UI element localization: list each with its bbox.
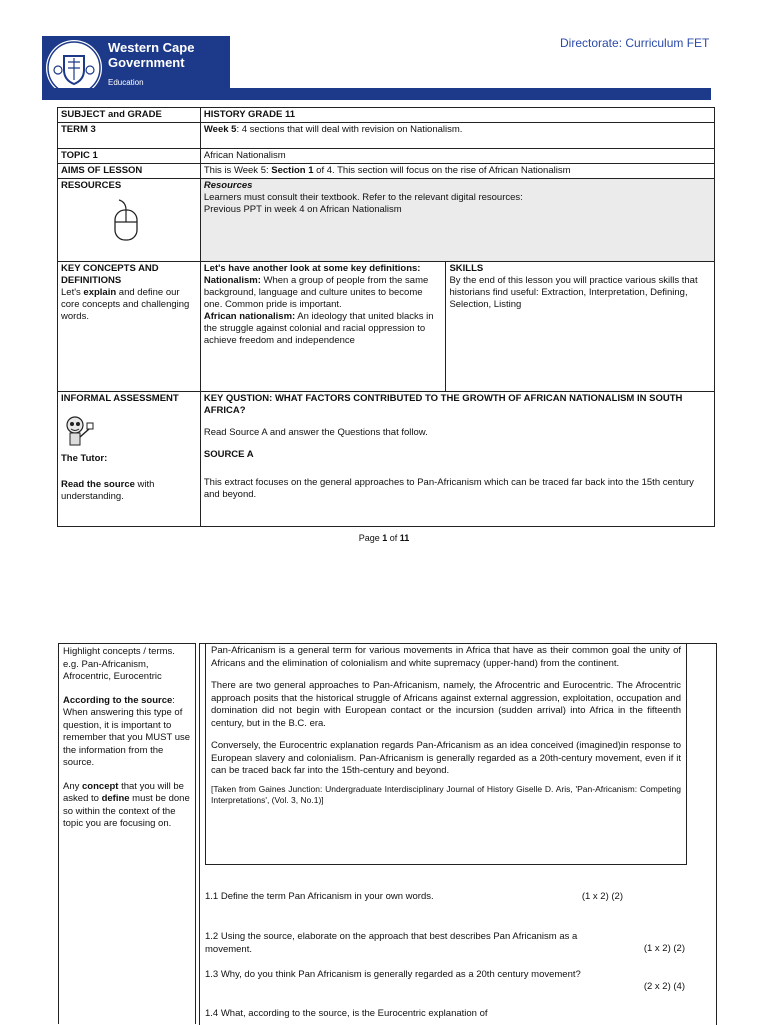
subject-label: SUBJECT and GRADE xyxy=(58,108,201,123)
source-paragraph: There are two general approaches to Pan-Africanism, namely, the Afrocentric and Eurocentric. The Afrocentric approach posits that the historical struggle of Africans against external aggression, exploitation, occupation and domination did not begin with European contact or the incursion (sudden arrival) into Africa in the fifteenth century, but in the B.C. era. xyxy=(211,680,681,729)
page-number: Page 1 of 11 xyxy=(358,533,410,543)
header-bar xyxy=(54,88,711,100)
directorate-label: Directorate: Curriculum FET xyxy=(560,36,710,50)
guidance-sidebar: Highlight concepts / terms. e.g. Pan-Africanism, Afrocentric, Eurocentric According to the source: When answering this type of question, it is important to remember that you MUST use the information from the source. Any concept that you will be asked to define must be done so within the context of the topic you are focusing on. xyxy=(58,643,196,1024)
org-name: Western Cape Government xyxy=(108,40,195,70)
source-citation: [Taken from Gaines Junction: Undergraduate Interdisciplinary Journal of History Giselle D. Aris, 'Pan-Africanism: Competing Interpretations', (Vol. 3, No.1)] xyxy=(211,783,681,805)
question-1-3: 1.3 Why, do you think Pan Africanism is generally regarded as a 20th century movement? (2 x 2) (4) xyxy=(205,969,685,992)
org-sub: Education xyxy=(108,78,144,87)
source-paragraph: Pan-Africanism is a general term for various movements in Africa that have as their common goal the unity of Africans and the elimination of colonialism and white supremacy (upper-hand) from the continent. xyxy=(211,645,681,669)
source-a-box xyxy=(205,643,687,865)
subject-value: HISTORY GRADE 11 xyxy=(200,108,714,123)
question-1-4: 1.4 What, according to the source, is the Eurocentric explanation of xyxy=(205,1008,488,1019)
mouse-icon xyxy=(111,198,197,246)
aims-label: AIMS OF LESSON xyxy=(58,164,201,179)
resources-cell xyxy=(58,179,201,262)
skills-cell: SKILLS By the end of this lesson you will practice various skills that historians find useful: Extraction, Interpretation, Defining, Selection, Listing xyxy=(446,262,715,392)
key-concepts-cell: KEY CONCEPTS AND DEFINITIONS Let's explain and define our core concepts and challenging words. xyxy=(58,262,201,392)
source-paragraph: Conversely, the Eurocentric explanation regards Pan-Africanism as an idea conceived (imagined)in response to European slavery and colonialism. Pan-Africanism is generally regarded as a 20th-century movement, even if it can be traced back far into the 15th-century and beyond. xyxy=(211,740,681,776)
definitions-cell: Let's have another look at some key definitions: Nationalism: When a group of people from the same background, language and culture unites to become one. Common pride is important. African nationalism: An ideology that united blacks in the struggle against colonial and racial oppression to achieve freedom and independence xyxy=(200,262,446,392)
aims-value: This is Week 5: Section 1 of 4. This section will focus on the rise of African Nationalism xyxy=(200,164,714,179)
tutor-icon xyxy=(61,415,197,453)
assessment-cell: INFORMAL ASSESSMENT The Tutor: Read the source with understanding. xyxy=(58,392,201,527)
resources-content: Resources Learners must consult their textbook. Refer to the relevant digital resources: Previous PPT in week 4 on African Nationalism xyxy=(200,179,714,262)
resources-label: RESOURCES xyxy=(61,180,122,191)
topic-label: TOPIC 1 xyxy=(58,149,201,164)
lesson-table xyxy=(57,107,715,527)
question-1-2: 1.2 Using the source, elaborate on the approach that best describes Pan Africanism as a movement. (1 x 2) (2) xyxy=(205,931,685,955)
term-value: Week 5: 4 sections that will deal with revision on Nationalism. xyxy=(200,123,714,149)
question-1-1: 1.1 Define the term Pan Africanism in your own words. (1 x 2) (2) xyxy=(205,891,623,902)
key-question-cell: KEY QUSTION: WHAT FACTORS CONTRIBUTED TO THE GROWTH OF AFRICAN NATIONALISM IN SOUTH AFRICA? Read Source A and answer the Questions that follow. SOURCE A This extract focuses on the general approaches to Pan-Africanism which can be traced far back into the 15th century and beyond. xyxy=(200,392,714,527)
term-label: TERM 3 xyxy=(58,123,201,149)
topic-value: African Nationalism xyxy=(200,149,714,164)
